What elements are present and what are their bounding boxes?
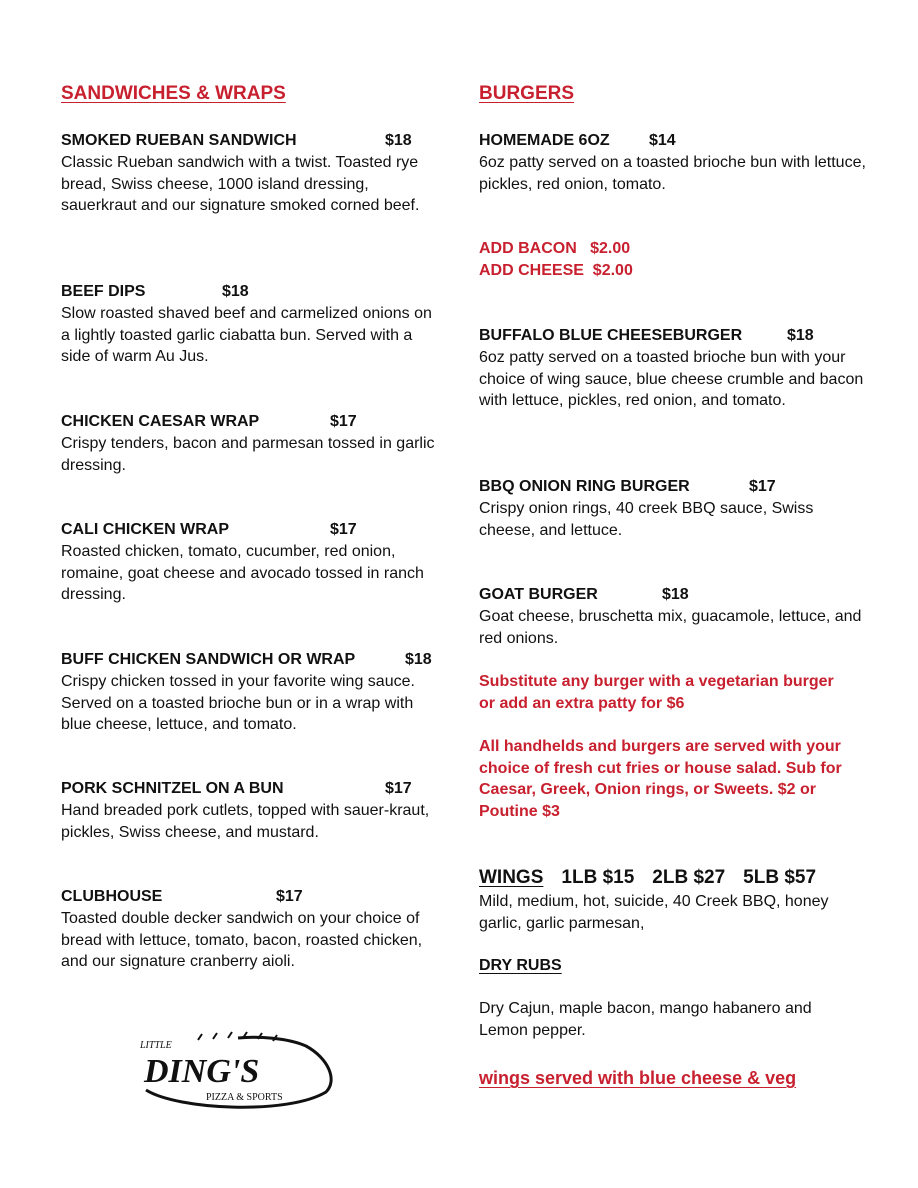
menu-item — [61, 778, 441, 843]
wings-footnote: wings served with blue cheese & veg — [479, 1068, 797, 1088]
item-name: BUFF CHICKEN SANDWICH OR WRAP — [61, 651, 356, 668]
item-price: $18 — [385, 132, 412, 149]
item-name: CHICKEN CAESAR WRAP — [61, 413, 260, 430]
item-price: $17 — [330, 521, 357, 538]
item-name: SMOKED RUEBAN SANDWICH — [61, 132, 297, 149]
menu-item — [61, 519, 441, 606]
menu-item — [479, 584, 869, 649]
item-description: Slow roasted shaved beef and carmelized onions on a lightly toasted garlic ciabatta bun. Served with a side of warm Au Jus. — [61, 305, 432, 366]
item-description: Toasted double decker sandwich on your choice of bread with lettuce, tomato, bacon, roasted chicken, and our signature cranberry aioli. — [61, 910, 423, 971]
menu-item — [61, 130, 441, 217]
sides-note: All handhelds and burgers are served with your choice of fresh cut fries or house salad. Sub for Caesar, Greek, Onion rings, or Sweets. $2 or Poutine $3 — [479, 738, 842, 821]
addons — [479, 238, 869, 281]
item-description: Goat cheese, bruschetta mix, guacamole, lettuce, and red onions. — [479, 608, 862, 647]
wings-header — [479, 865, 869, 891]
item-price: $17 — [749, 478, 776, 495]
item-description: Roasted chicken, tomato, cucumber, red onion, romaine, goat cheese and avocado tossed in ranch dressing. — [61, 543, 424, 604]
menu-item — [479, 130, 869, 195]
menu-item — [61, 649, 441, 736]
menu-item — [479, 325, 869, 412]
item-price: $17 — [276, 888, 303, 905]
burgers-column — [479, 80, 869, 1088]
item-description: 6oz patty served on a toasted brioche bun with your choice of wing sauce, blue cheese crumble and bacon with lettuce, pickles, red onion, and tomato. — [479, 349, 864, 410]
wings-price-2lb: 2LB $27 — [652, 867, 726, 888]
item-description: Crispy chicken tossed in your favorite wing sauce. Served on a toasted brioche bun or in a wrap with blue cheese, lettuce, and tomato. — [61, 673, 415, 734]
item-name: CLUBHOUSE — [61, 888, 163, 905]
item-name: BBQ ONION RING BURGER — [479, 478, 690, 495]
wings-price-1lb: 1LB $15 — [561, 867, 635, 888]
little-dings-logo — [138, 1030, 338, 1110]
logo-sub-text: PIZZA & SPORTS — [206, 1092, 283, 1103]
item-name: CALI CHICKEN WRAP — [61, 521, 229, 538]
menu-item — [479, 476, 869, 541]
logo-swoosh-icon — [138, 1030, 338, 1110]
item-price: $18 — [222, 283, 249, 300]
item-description: Classic Rueban sandwich with a twist. Toasted rye bread, Swiss cheese, 1000 island dressing, sauerkraut and our signature smoked corned beef. — [61, 154, 420, 215]
wings-title: WINGS — [479, 867, 544, 888]
item-description: 6oz patty served on a toasted brioche bun with lettuce, pickles, red onion, tomato. — [479, 154, 866, 193]
item-description: Hand breaded pork cutlets, topped with sauer-kraut, pickles, Swiss cheese, and mustard. — [61, 802, 430, 841]
wings-section — [479, 865, 869, 934]
sandwiches-column — [61, 80, 441, 971]
item-name: GOAT BURGER — [479, 586, 598, 603]
sandwiches-section-title: SANDWICHES & WRAPS — [61, 83, 286, 104]
logo-top-text: LITTLE — [140, 1040, 172, 1051]
dry-rubs-title: DRY RUBS — [479, 957, 562, 974]
item-price: $18 — [405, 651, 432, 668]
item-name: BUFFALO BLUE CHEESEBURGER — [479, 327, 743, 344]
item-name: PORK SCHNITZEL ON A BUN — [61, 780, 284, 797]
dry-rubs-list: Dry Cajun, maple bacon, mango habanero and Lemon pepper. — [479, 1000, 812, 1039]
item-price: $18 — [787, 327, 814, 344]
item-price: $18 — [662, 586, 689, 603]
substitute-note: Substitute any burger with a vegetarian burger or add an extra patty for $6 — [479, 673, 834, 712]
item-description: Crispy tenders, bacon and parmesan tossed in garlic dressing. — [61, 435, 435, 474]
item-price: $17 — [330, 413, 357, 430]
item-price: $14 — [649, 132, 676, 149]
menu-item — [61, 886, 441, 973]
addon-bacon: ADD BACON $2.00 — [479, 240, 631, 257]
wings-sauces: Mild, medium, hot, suicide, 40 Creek BBQ, honey garlic, garlic parmesan, — [479, 893, 829, 932]
wings-price-5lb: 5LB $57 — [743, 867, 817, 888]
menu-item — [61, 411, 441, 476]
item-name: HOMEMADE 6OZ — [479, 132, 610, 149]
menu-item — [61, 281, 441, 368]
item-name: BEEF DIPS — [61, 283, 146, 300]
addon-cheese: ADD CHEESE $2.00 — [479, 261, 633, 279]
item-description: Crispy onion rings, 40 creek BBQ sauce, Swiss cheese, and lettuce. — [479, 500, 814, 539]
item-price: $17 — [385, 780, 412, 797]
logo-main-text: DING'S — [144, 1053, 260, 1090]
burgers-section-title: BURGERS — [479, 83, 575, 104]
